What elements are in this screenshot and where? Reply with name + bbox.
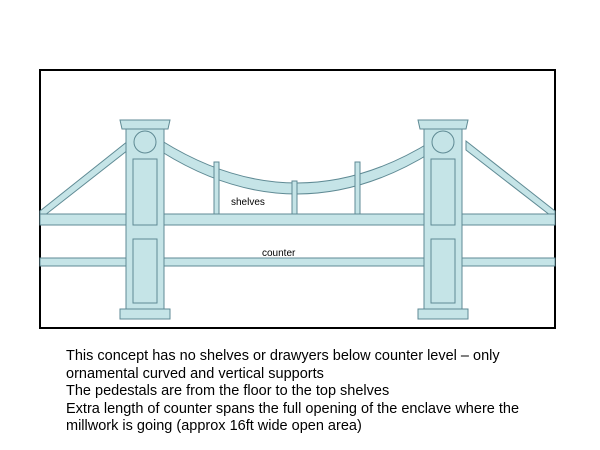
left-diagonal-support [40, 141, 128, 219]
note-line: This concept has no shelves or drawyers below counter level – only [66, 348, 500, 364]
concept-notes [66, 348, 596, 436]
note-line: Extra length of counter spans the full opening of the enclave where the [66, 400, 520, 417]
note-line: millwork is going (approx 16ft wide open area) [66, 418, 362, 435]
shelves-label: shelves [231, 197, 265, 208]
note-line: ornamental curved and vertical supports [66, 365, 324, 382]
right-diagonal-support [466, 141, 555, 219]
top-shelf [40, 214, 555, 225]
vertical-support [214, 162, 219, 214]
vertical-support [292, 181, 297, 214]
counter [40, 258, 555, 266]
left-pedestal [120, 120, 170, 319]
counter-label: counter [262, 248, 296, 259]
vertical-support [355, 162, 360, 214]
right-pedestal [418, 120, 468, 319]
note-line: The pedestals are from the floor to the top shelves [66, 383, 390, 400]
